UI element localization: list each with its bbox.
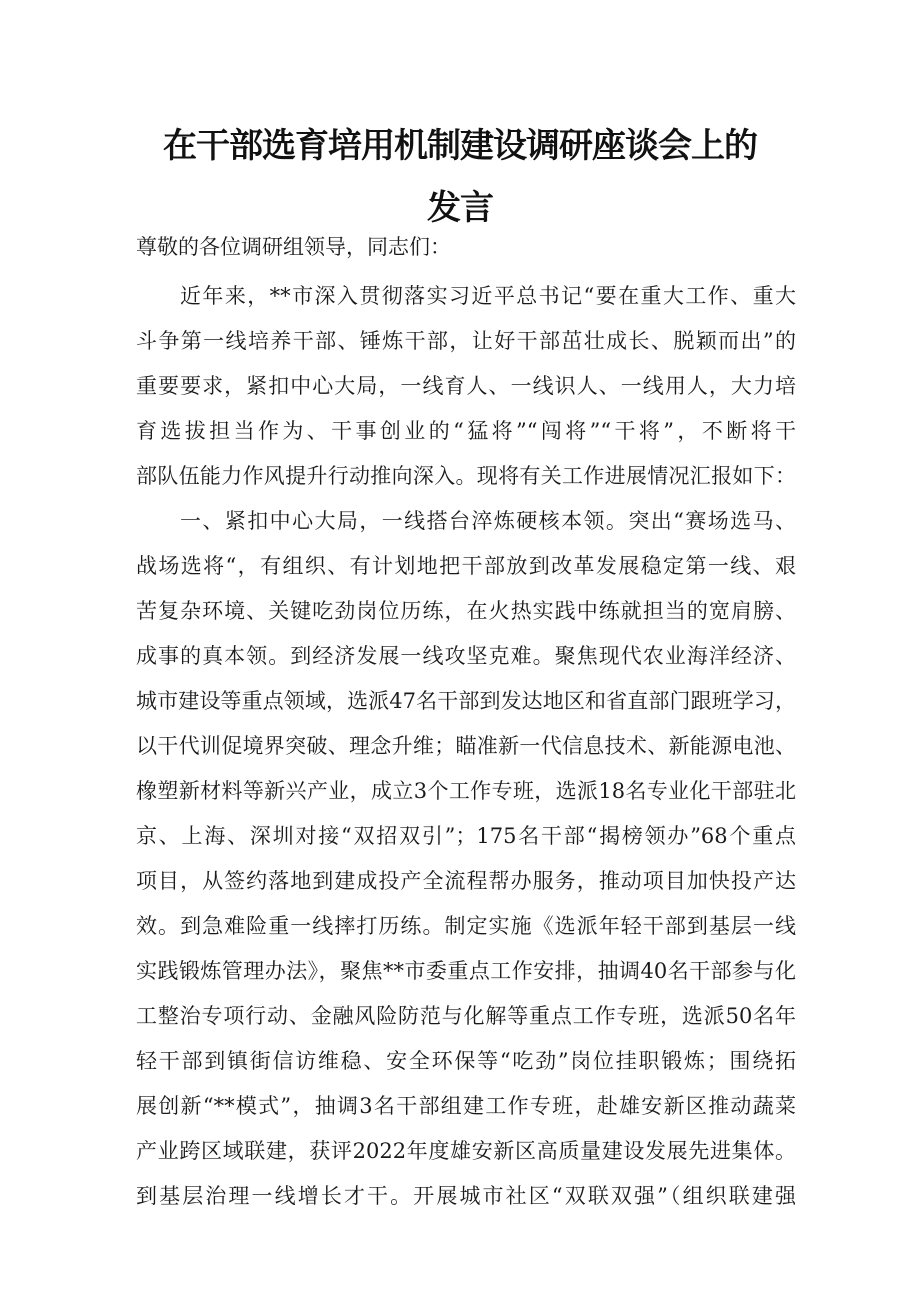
paragraph-line: 重要要求，紧扣中心大局，一线育人、一线识人、一线用人，大力培 bbox=[136, 374, 796, 398]
paragraph-line: 到基层治理一线增长才干。开展城市社区“双联双强”（组织联建强 bbox=[136, 1184, 796, 1208]
paragraph-line: 苦复杂环境、关键吃劲岗位历练，在火热实践中练就担当的宽肩膀、 bbox=[136, 599, 796, 623]
document-title-line-2: 发言 bbox=[427, 188, 493, 228]
paragraph-line: 斗争第一线培养干部、锤炼干部，让好干部茁壮成长、脱颖而出”的 bbox=[136, 329, 796, 353]
paragraph-line: 以干代训促境界突破、理念升维；瞄准新一代信息技术、新能源电池、 bbox=[136, 734, 796, 758]
paragraph-line: 轻干部到镇街信访维稳、安全环保等“吃劲”岗位挂职锻炼；围绕拓 bbox=[136, 1049, 796, 1073]
paragraph-line: 一、紧扣中心大局，一线搭台淬炼硬核本领。突出“赛场选马、 bbox=[180, 509, 796, 533]
paragraph-line: 展创新“**模式”，抽调3名干部组建工作专班，赴雄安新区推动蔬菜 bbox=[136, 1094, 796, 1118]
paragraph-line: 成事的真本领。到经济发展一线攻坚克难。聚焦现代农业海洋经济、 bbox=[136, 644, 796, 668]
paragraph-line: 京、上海、深圳对接“双招双引”；175名干部“揭榜领办”68个重点 bbox=[136, 824, 796, 848]
paragraph-line: 产业跨区域联建，获评2022年度雄安新区高质量建设发展先进集体。 bbox=[136, 1139, 796, 1163]
paragraph-line: 效。到急难险重一线摔打历练。制定实施《选派年轻干部到基层一线 bbox=[136, 914, 796, 938]
paragraph-line: 育选拔担当作为、干事创业的“猛将”“闯将”“干将”，不断将干 bbox=[136, 419, 796, 443]
document-title-line-1: 在干部选育培用机制建设调研座谈会上的 bbox=[163, 126, 757, 166]
paragraph-line: 工整治专项行动、金融风险防范与化解等重点工作专班，选派50名年 bbox=[136, 1004, 796, 1028]
paragraph-line: 部队伍能力作风提升行动推向深入。现将有关工作进展情况汇报如下： bbox=[136, 464, 796, 488]
salutation: 尊敬的各位调研组领导，同志们： bbox=[136, 235, 451, 259]
paragraph-line: 项目，从签约落地到建成投产全流程帮办服务，推动项目加快投产达 bbox=[136, 869, 796, 893]
paragraph-line: 城市建设等重点领域，选派47名干部到发达地区和省直部门跟班学习， bbox=[136, 689, 796, 713]
paragraph-line: 近年来，**市深入贯彻落实习近平总书记“要在重大工作、重大 bbox=[180, 284, 796, 308]
paragraph-line: 橡塑新材料等新兴产业，成立3个工作专班，选派18名专业化干部驻北 bbox=[136, 779, 796, 803]
paragraph-line: 实践锻炼管理办法》，聚焦**市委重点工作安排，抽调40名干部参与化 bbox=[136, 959, 796, 983]
paragraph-line: 战场选将“，有组织、有计划地把干部放到改革发展稳定第一线、艰 bbox=[136, 554, 796, 578]
